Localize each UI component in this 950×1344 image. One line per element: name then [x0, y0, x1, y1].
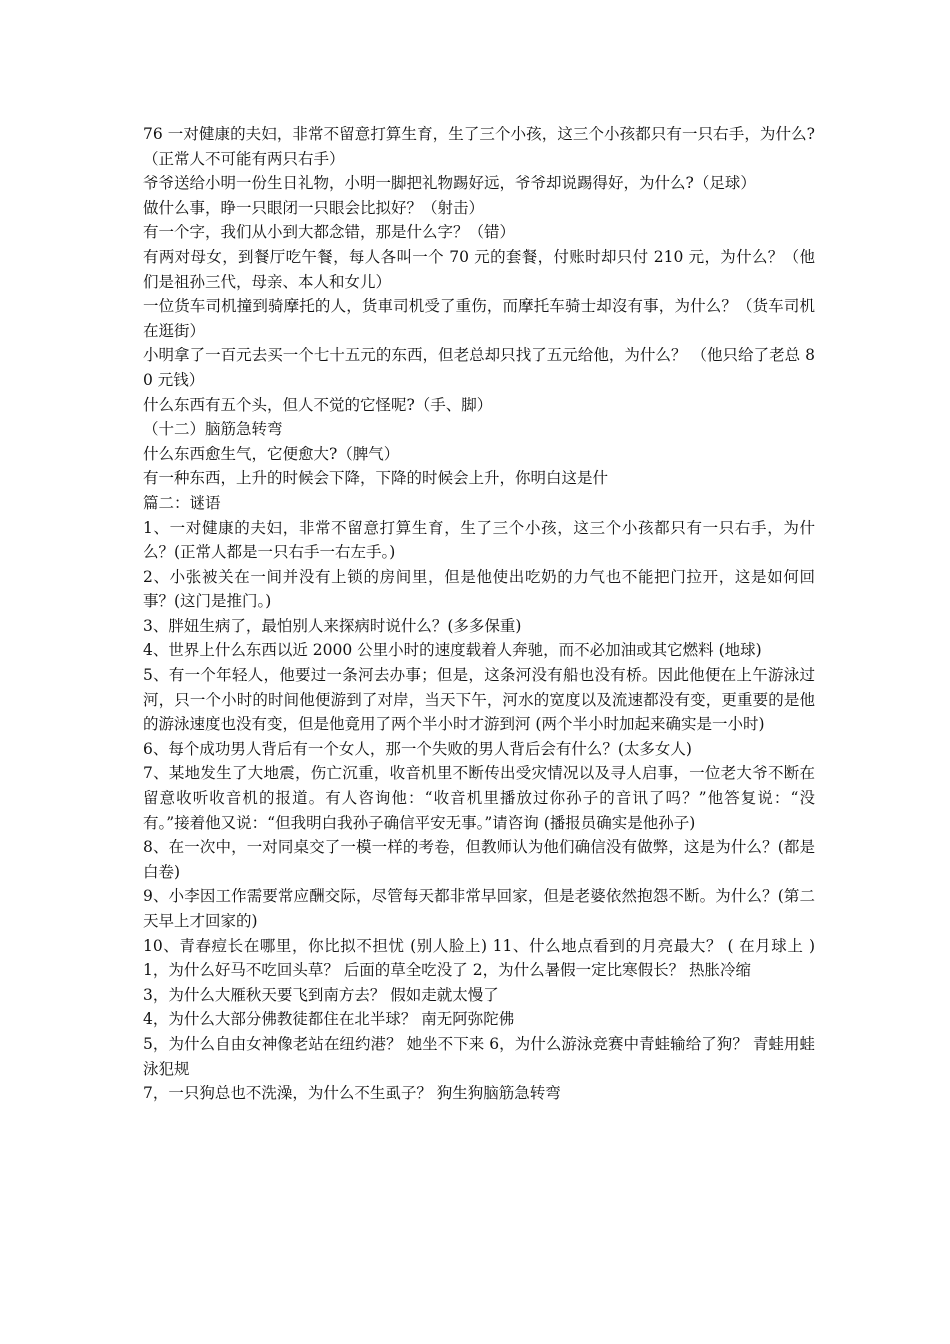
paragraph-teaser-7: 7，一只狗总也不洗澡，为什么不生虱子？ 狗生狗脑筋急转弯 — [143, 1084, 561, 1103]
paragraph-teaser-3: 3，为什么大雁秋天要飞到南方去？ 假如走就太慢了 — [143, 985, 499, 1004]
paragraph-riddle-truck-driver: 一位货车司机撞到骑摩托的人，货車司机受了重伤，而摩托车骑士却沒有事，为什么？（货车司机在逛街） — [143, 297, 815, 340]
paragraph-riddle-4: 4、世界上什么东西以近 2000 公里小时的速度载着人奔驰，而不必加油或其它燃料 (地球) — [143, 641, 762, 660]
paragraph-riddle-7: 7、某地发生了大地震，伤亡沉重，收音机里不断传出受灾情况以及寻人启事，一位老大爷不断在留意收听收音机的报道。有人咨询他：“收音机里播放过你孙子的音讯了吗？”他答复说：“没有。”接着他又说：“但我明白我孙子确信平安无事。”请咨询 (播报员确实是他孙子) — [143, 764, 815, 832]
paragraph-riddle-3: 3、胖妞生病了，最怕别人来探病时说什么？(多多保重) — [143, 616, 522, 635]
paragraph-riddle-10-11: 10、青春痘长在哪里，你比拟不担忧 (别人脸上) 11、什么地点看到的月亮最大？ ( 在月球上 ) 1，为什么好马不吃回头草？ 后面的草全吃没了 2，为什么暑假一定比寒假长？ 热胀冷缩 — [143, 936, 815, 980]
paragraph-riddle-5: 5、有一个年轻人，他要过一条河去办事；但是，这条河没有船也没有桥。因此他便在上午游泳过河，只一个小时的时间他便游到了对岸，当天下午，河水的宽度以及流速都没有变，更重要的是他的游泳速度也没有变，但是他竟用了两个半小时才游到河 (两个半小时加起来确实是一小时) — [143, 666, 815, 734]
paragraph-riddle-change: 小明拿了一百元去买一个七十五元的东西，但老总却只找了五元给他，为什么？ （他只给了老总 80 元钱） — [143, 346, 815, 389]
paragraph-riddle-mothers-daughters: 有两对母女，到餐厅吃午餐，每人各叫一个 70 元的套餐，付账时却只付 210 元，为什么？（他们是祖孙三代，母亲、本人和女儿） — [143, 247, 815, 291]
section-heading-riddles: 篇二：谜语 — [143, 493, 221, 512]
paragraph-riddle-temper: 什么东西愈生气，它便愈大?（脾气） — [143, 444, 400, 463]
paragraph-riddle-1: 1、一对健康的夫妇，非常不留意打算生育，生了三个小孩，这三个小孩都只有一只右手，为什么？(正常人都是一只右手一右左手。) — [143, 518, 815, 562]
paragraph-riddle-76-right-hand: 76 一对健康的夫妇，非常不留意打算生育，生了三个小孩，这三个小孩都只有一只右手，为什么?（正常人不可能有两只右手） — [143, 125, 815, 168]
paragraph-riddle-wrong-word: 有一个字，我们从小到大都念错，那是什么字？（错） — [143, 223, 516, 242]
paragraph-riddle-6: 6、每个成功男人背后有一个女人，那一个失败的男人背后会有什么？(太多女人) — [143, 739, 692, 758]
paragraph-teaser-5-6: 5，为什么自由女神像老站在纽约港？ 她坐不下来 6，为什么游泳竞赛中青蛙输给了狗？ 青蛙用蛙泳犯规 — [143, 1034, 815, 1078]
section-heading-brain-teasers: （十二）脑筋急转弯 — [143, 420, 283, 439]
paragraph-riddle-birthday-gift: 爷爷送给小明一份生日礼物，小明一脚把礼物踢好远，爷爷却说踢得好，为什么?（足球） — [143, 174, 756, 193]
paragraph-riddle-up-down: 有一种东西，上升的时候会下降，下降的时候会上升，你明白这是什 — [143, 469, 609, 488]
paragraph-riddle-five-heads: 什么东西有五个头，但人不觉的它怪呢?（手、脚） — [143, 395, 493, 414]
paragraph-riddle-8: 8、在一次中，一对同桌交了一模一样的考卷，但教师认为他们确信没有做弊，这是为什么？(都是白卷) — [143, 838, 815, 881]
paragraph-teaser-4: 4，为什么大部分佛教徒都住在北半球？ 南无阿弥陀佛 — [143, 1010, 515, 1029]
paragraph-riddle-9: 9、小李因工作需要常应酬交际，尽管每天都非常早回家，但是老婆依然抱怨不断。为什么？(第二天早上才回家的) — [143, 887, 815, 930]
paragraph-riddle-one-eye: 做什么事，睁一只眼闭一只眼会比拟好？（射击） — [143, 198, 485, 217]
paragraph-riddle-2: 2、小张被关在一间并没有上锁的房间里，但是他使出吃奶的力气也不能把门拉开，这是如何回事？(这门是推门。) — [143, 567, 815, 611]
document-body — [143, 122, 815, 1106]
